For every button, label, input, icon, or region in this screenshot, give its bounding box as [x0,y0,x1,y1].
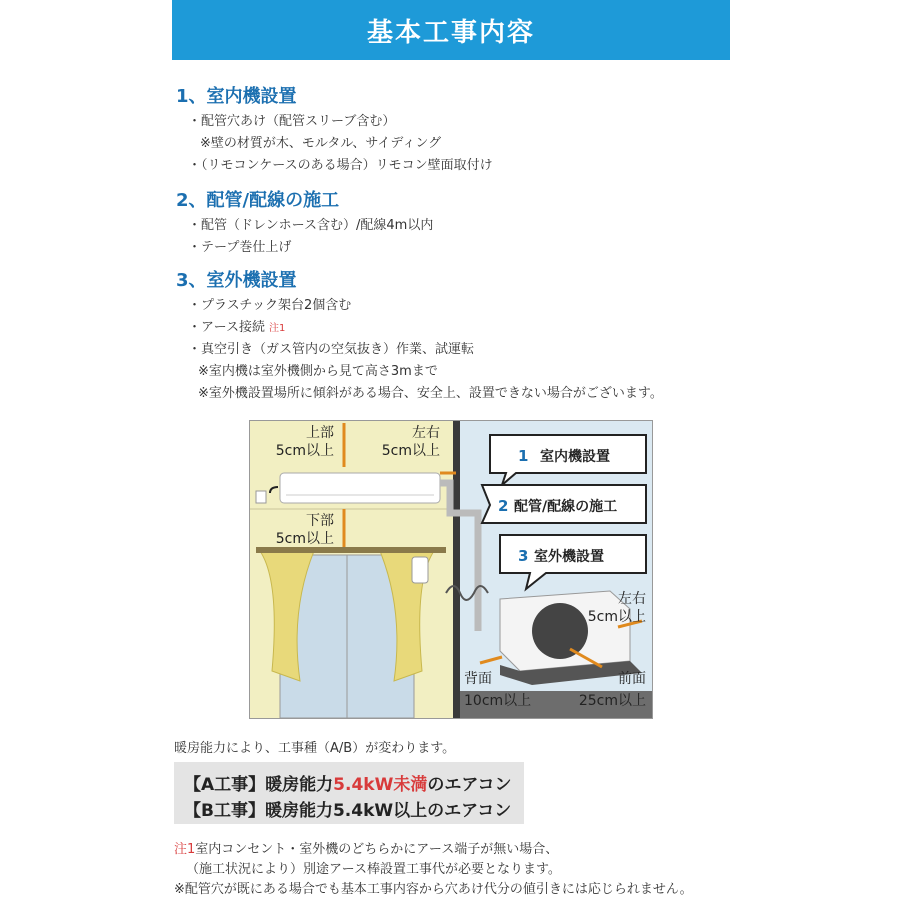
section-2-line-2: ・テープ巻仕上げ [188,240,292,255]
note-1-mark: 注1 [268,323,286,334]
section-1-line-2: ※壁の材質が木、モルタル、サイディング [200,136,442,151]
section-3-line-5: ※室外機設置場所に傾斜がある場合、安全上、設置できない場合がございます。 [198,386,663,401]
construction-type-box [174,762,524,824]
type-b-line: 【B工事】暖房能力5.4kW以上のエアコン [184,801,512,821]
banner-title: 基本工事内容 [366,17,535,48]
callout-2-text: 配管/配線の施工 [514,499,618,515]
front-value: 25cm以上 [578,693,646,709]
callout-1-text: 室内機設置 [540,449,610,465]
outlet-icon [256,491,266,503]
section-3-line-2 [188,316,285,335]
section-3-line-2-text: ・アース接続 [188,320,265,335]
side-value: 5cm以上 [381,443,440,459]
page-banner [172,0,730,60]
out-side-label: 左右 [618,591,646,607]
callout-3-num: 3 [518,547,529,565]
section-1-line-1: ・配管穴あけ（配管スリーブ含む） [188,114,396,129]
curtain-rail [256,547,446,553]
section-3-line-4: ※室内機は室外機側から見て高さ3mまで [198,364,438,379]
back-value: 10cm以上 [464,693,532,709]
side-label: 左右 [412,425,440,441]
installation-diagram [250,421,652,718]
section-3-title: 3、室外機設置 [176,270,297,291]
callout-3-text: 室外機設置 [534,549,604,565]
power-cord [270,487,278,493]
footnote-1 [174,838,558,857]
front-label: 前面 [618,671,646,687]
callout-1-num: 1 [518,447,529,465]
section-2-title: 2、配管/配線の施工 [176,190,340,211]
top-value: 5cm以上 [275,443,334,459]
callout-2-num: 2 [498,497,509,515]
type-a-line [184,770,512,795]
section-3-line-1: ・プラスチック架台2個含む [188,298,352,313]
footnote-2: （施工状況により）別途アース棒設置工事代が必要となります。 [186,862,561,877]
footnote-1-text: 室内コンセント・室外機のどちらかにアース端子が無い場合、 [195,842,559,857]
out-side-value: 5cm以上 [587,609,646,625]
type-a-highlight: 5.4kW未満 [333,775,428,795]
indoor-unit [280,473,440,503]
section-2-line-1: ・配管（ドレンホース含む）/配線4m以内 [188,218,434,233]
wall [453,421,460,718]
footnote-mark: 注1 [174,842,196,857]
section-1-title: 1、室内機設置 [176,86,297,107]
back-label: 背面 [464,671,492,687]
section-1-line-3: ・（リモコンケースのある場合）リモコン壁面取付け [188,158,493,173]
footnote-3: ※配管穴が既にある場合でも基本工事内容から穴あけ代分の値引きには応じられません。 [174,882,693,897]
bottom-value: 5cm以上 [275,531,334,547]
type-a-suffix: のエアコン [427,775,512,795]
outdoor-fan [532,603,588,659]
installation-illustration [249,420,653,719]
heating-note: 暖房能力により、工事種（A/B）が変わります。 [174,741,456,756]
type-a-prefix: 【A工事】暖房能力 [184,775,334,795]
section-3-line-3: ・真空引き（ガス管内の空気抜き）作業、試運転 [188,342,475,357]
remote-icon [412,557,428,583]
top-label: 上部 [306,425,334,441]
bottom-label: 下部 [306,513,334,529]
